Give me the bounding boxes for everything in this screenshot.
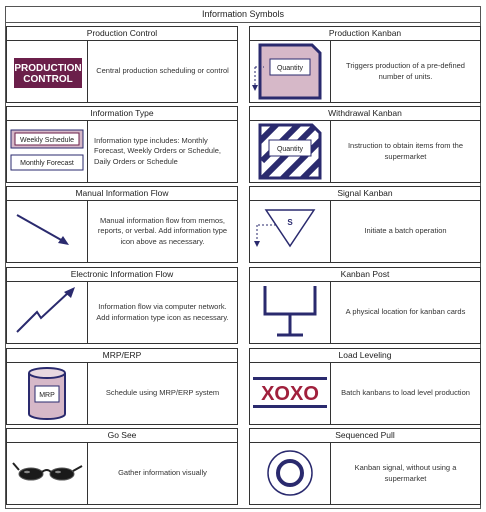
card-production-control — [6, 26, 238, 103]
mrp-icon-text: MRP — [39, 392, 55, 399]
production-control-icon-text-2: CONTROL — [23, 74, 73, 85]
card-mrp-erp — [6, 348, 238, 425]
card-manual-information-flow — [6, 186, 238, 263]
information-type-icon-text-2: Monthly Forecast — [20, 160, 74, 167]
card-header: Production Kanban — [250, 27, 480, 41]
card-header: Load Leveling — [250, 349, 480, 363]
card-header: MRP/ERP — [7, 349, 237, 363]
card-description: Instruction to obtain items from the supermarket — [347, 141, 464, 161]
electronic-flow-arrow-icon — [7, 282, 88, 343]
card-description: A physical location for kanban cards — [345, 307, 466, 317]
production-kanban-icon-text: Quantity — [276, 65, 304, 72]
eyeglasses-icon — [7, 443, 88, 504]
production-kanban-icon — [250, 41, 331, 102]
card-header: Go See — [7, 429, 237, 443]
card-header: Sequenced Pull — [250, 429, 480, 443]
information-symbols-sheet — [5, 6, 481, 509]
card-header: Electronic Information Flow — [7, 268, 237, 282]
card-information-type — [6, 106, 238, 183]
card-header: Withdrawal Kanban — [250, 107, 480, 121]
signal-kanban-icon — [250, 201, 331, 262]
information-type-icon — [7, 121, 88, 182]
load-leveling-icon — [250, 363, 331, 424]
card-header: Kanban Post — [250, 268, 480, 282]
card-description: Central production scheduling or control — [96, 66, 229, 76]
production-control-icon-text-1: PRODUCTION — [14, 63, 82, 74]
card-load-leveling — [249, 348, 481, 425]
card-description: Triggers production of a pre-defined number of units. — [346, 61, 465, 81]
manual-flow-arrow-icon — [7, 201, 88, 262]
load-leveling-icon-text: XOXO — [261, 383, 319, 405]
signal-kanban-icon-text: S — [287, 218, 293, 227]
card-header: Manual Information Flow — [7, 187, 237, 201]
card-header: Production Control — [7, 27, 237, 41]
card-kanban-post — [249, 267, 481, 344]
card-header: Information Type — [7, 107, 237, 121]
card-description: Gather information visually — [118, 468, 207, 478]
withdrawal-kanban-icon — [250, 121, 331, 182]
withdrawal-kanban-icon-text: Quantity — [276, 146, 304, 153]
card-production-kanban — [249, 26, 481, 103]
card-description: Information type includes: Monthly Forecast, Weekly Orders or Schedule, Daily Orders or Schedule — [94, 136, 221, 166]
mrp-database-icon — [7, 363, 88, 424]
sheet-title: Information Symbols — [6, 7, 480, 23]
card-description: Information flow via computer network. Add information type icon as necessary. — [96, 302, 229, 322]
card-description: Batch kanbans to load level production — [341, 388, 470, 398]
card-signal-kanban — [249, 186, 481, 263]
card-header: Signal Kanban — [250, 187, 480, 201]
production-control-icon — [7, 41, 88, 102]
card-description: Kanban signal, without using a supermarket — [354, 463, 457, 483]
card-description: Schedule using MRP/ERP system — [105, 388, 220, 398]
card-sequenced-pull — [249, 428, 481, 505]
card-electronic-information-flow — [6, 267, 238, 344]
card-withdrawal-kanban — [249, 106, 481, 183]
card-go-see — [6, 428, 238, 505]
card-description: Initiate a batch operation — [364, 226, 447, 236]
sequenced-pull-icon — [250, 443, 331, 504]
card-description: Manual information flow from memos, reports, or verbal. Add information type icon above as necessary. — [97, 216, 228, 246]
information-type-icon-text-1: Weekly Schedule — [20, 137, 74, 144]
kanban-post-icon — [250, 282, 331, 343]
